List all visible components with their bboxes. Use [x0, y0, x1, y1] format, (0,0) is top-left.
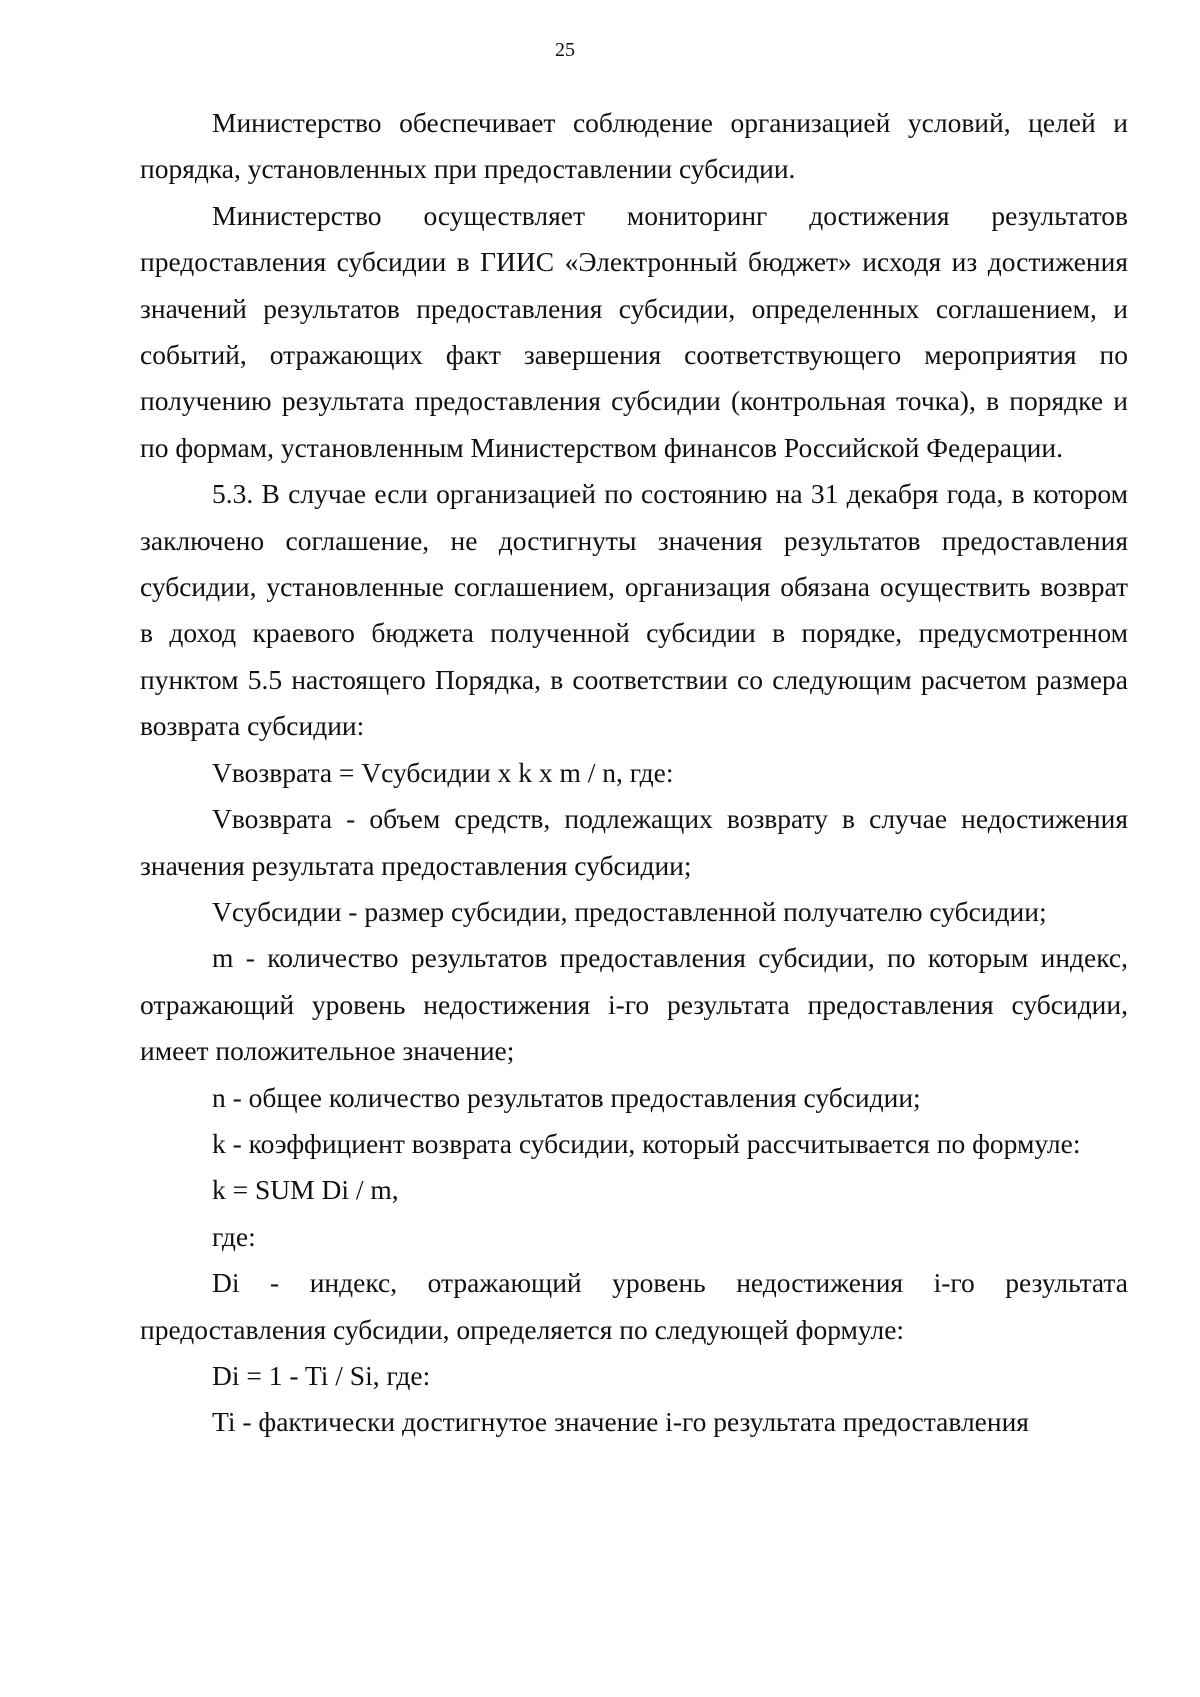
document-body: [140, 100, 1128, 1446]
paragraph-5-3: 5.3. В случае если организацией по состоянию на 31 декабря года, в котором заключено соглашение, не достигнуты значения результатов предоставления субсидии, установленные соглашением, организация обязана осуществить возврат в доход краевого бюджета полученной субсидии в порядке, предусмотренном пунктом 5.5 настоящего Порядка, в соответствии со следующим расчетом размера возврата субсидии:: [140, 478, 1128, 742]
definition-v-return: Vвозврата - объем средств, подлежащих возврату в случае недостижения значения результата предоставления субсидии;: [140, 803, 1128, 881]
formula-k-where: где:: [212, 1220, 256, 1252]
definition-ti: Ti - фактически достигнутое значение i-го результата предоставления: [212, 1406, 1029, 1438]
definition-k: k - коэффициент возврата субсидии, который рассчитывается по формуле:: [212, 1127, 1081, 1159]
formula-k: k = SUM Di / m,: [212, 1174, 399, 1206]
paragraph-ministry-monitoring: Министерство осуществляет мониторинг достижения результатов предоставления субсидии в ГИИС «Электронный бюджет» исходя из достижения значений результатов предоставления субсидии, определенных соглашением, и событий, отражающих факт завершения соответствующего мероприятия по получению результата предоставления субсидии (контрольная точка), в порядке и по формам, установленным Министерством финансов Российской Федерации.: [140, 199, 1128, 463]
page-number: 25: [555, 39, 575, 61]
definition-n: n - общее количество результатов предоставления субсидии;: [212, 1081, 921, 1113]
definition-di: Di - индекс, отражающий уровень недостижения i-го результата предоставления субсидии, определяется по следующей формуле:: [140, 1267, 1128, 1345]
formula-di: Di = 1 - Ti / Si, где:: [212, 1359, 431, 1391]
formula-v-return: Vвозврата = Vсубсидии х k х m / n, где:: [212, 756, 674, 788]
definition-m: m - количество результатов предоставления субсидии, по которым индекс, отражающий уровень недостижения i-го результата предоставления субсидии, имеет положительное значение;: [140, 942, 1128, 1067]
paragraph-ministry-compliance: Министерство обеспечивает соблюдение организацией условий, целей и порядка, установленных при предоставлении субсидии.: [140, 107, 1128, 185]
definition-v-subsidy: Vсубсидии - размер субсидии, предоставленной получателю субсидии;: [212, 895, 1047, 927]
